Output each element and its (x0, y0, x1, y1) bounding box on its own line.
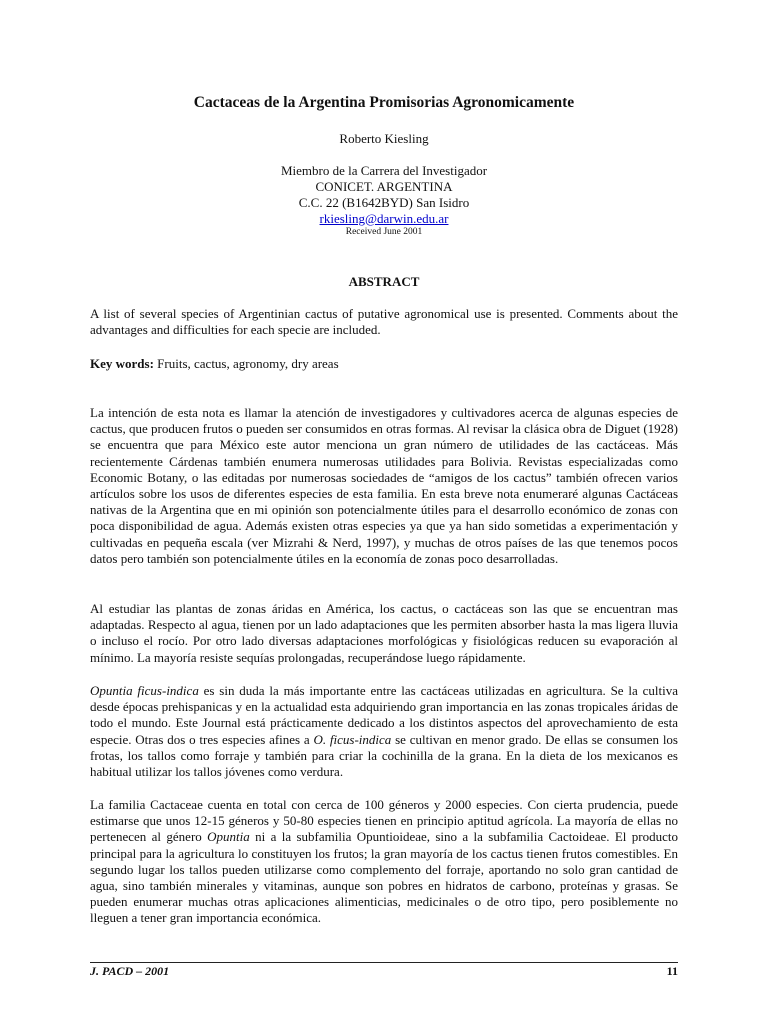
body-paragraph-cactaceae-family (90, 797, 678, 927)
species-name: O. ficus-indica (313, 731, 392, 747)
body-paragraph-arid-zones: Al estudiar las plantas de zonas áridas en América, los cactus, o cactáceas son las que se encuentran mas adaptadas. Respecto al agua, tienen por un lado adaptaciones que les permiten absorber hasta la mas ligera lluvia o incluso el rocío. Por otro lado diversas adaptaciones morfológicas y fisiológicas reducen su evaporación al mínimo. La mayoría resiste sequías prolongadas, recuperándose luego rápidamente. (90, 601, 678, 665)
paper-title: Cactaceas de la Argentina Promisorias Agronomicamente (193, 94, 575, 111)
body-paragraph-intro: La intención de esta nota es llamar la atención de investigadores y cultivadores acerca de algunas especies de cactus, que producen frutos o pueden ser consumidos en otras formas. Al revisar la clásica obra de Diguet (1928) se encuentra que para México este autor menciona un gran número de utilidades de las cactáceas. Más recientemente Cárdenas también enumera numerosas utilidades para Bolivia. Revistas especializadas como Economic Botany, o las editadas por numerosas sociedades de “amigos de los cactus” también ofrecen varios artículos sobre los usos de diferentes especies de esta familia. En esta breve nota enumeraré algunas Cactáceas nativas de la Argentina que en mi opinión son potencialmente útiles para el desarrollo económico de zonas con poca disponibilidad de agua. Además existen otras especies ya que ya han sido sometidas a experimentación y cultivadas en pequeña escala (ver Mizrahi & Nerd, 1997), y muchas de otros países de las que tenemos pocos datos pero también son potencialmente útiles en la economía de zonas poco desarrolladas. (90, 405, 678, 566)
email-link[interactable]: rkiesling@darwin.edu.ar (319, 211, 449, 226)
abstract-text: A list of several species of Argentinian cactus of putative agronomical use is presented. Comments about the advantages and difficulties for each specie are included. (90, 306, 678, 338)
keywords-line (90, 356, 678, 372)
journal-name: J. PACD – 2001 (90, 964, 170, 978)
paragraph-text: es sin duda la más importante entre las cactáceas utilizadas en agricultura. Se la cultiva desde épocas prehispanicas y en la actualidad esta adquiriendo gran importancia en las zonas tropicales áridas de todo el mundo. Este Journal está prácticamente dedicado a los distintos aspectos del aprovechamiento de esta especie. Otras dos o tres especies afines a (90, 683, 678, 747)
page-footer (90, 962, 678, 979)
species-name: Opuntia ficus-indica (90, 683, 199, 698)
author-name: Roberto Kiesling (339, 131, 429, 146)
paragraph-text: ni a la subfamilia Opuntioideae, sino a la subfamilia Cactoideae. El producto principal para la agricultura lo constituyen los frutos; la gran mayoría de los cactus tienen frutos comestibles. En segundo lugar los tallos pueden utilizarse como complemento del forraje, aportando no solo gran cantidad de agua, sino también minerales y vitaminas, aunque son pobres en hidratos de carbono, proteínas y grasas. Se pueden enumerar muchas otras aplicaciones alimenticias, medicinales o de otro tipo, pero posiblemente no lleguen a tener gran importancia económica. (90, 829, 678, 926)
paragraph-text: se cultivan en menor grado. De ellas se consumen los frotas, los tallos como forraje y también para criar la cochinilla de la grana. En la dieta de los mexicanos es habitual utilizar los tallos jóvenes como verdura. (90, 731, 678, 780)
affiliation-line: Miembro de la Carrera del Investigador (280, 163, 488, 178)
body-paragraph-opuntia (90, 683, 678, 780)
paragraph-text: La familia Cactaceae cuenta en total con cerca de 100 géneros y 2000 especies. Con cierta prudencia, puede estimarse que unos 12-15 géneros y 50-80 especies tienen en principio aptitud agrícola. La mayoría de ellas no pertenecen al género (90, 797, 678, 845)
affiliation-line: C.C. 22 (B1642BYD) San Isidro (298, 195, 470, 210)
keywords-label: Key words: (90, 356, 154, 371)
affiliation-block (90, 163, 678, 238)
page-number: 11 (666, 964, 678, 978)
genus-name: Opuntia (207, 829, 250, 845)
affiliation-line: CONICET. ARGENTINA (315, 179, 453, 194)
received-date: Received June 2001 (345, 227, 423, 237)
abstract-heading: ABSTRACT (348, 274, 420, 289)
keywords-list: Fruits, cactus, agronomy, dry areas (153, 356, 339, 371)
